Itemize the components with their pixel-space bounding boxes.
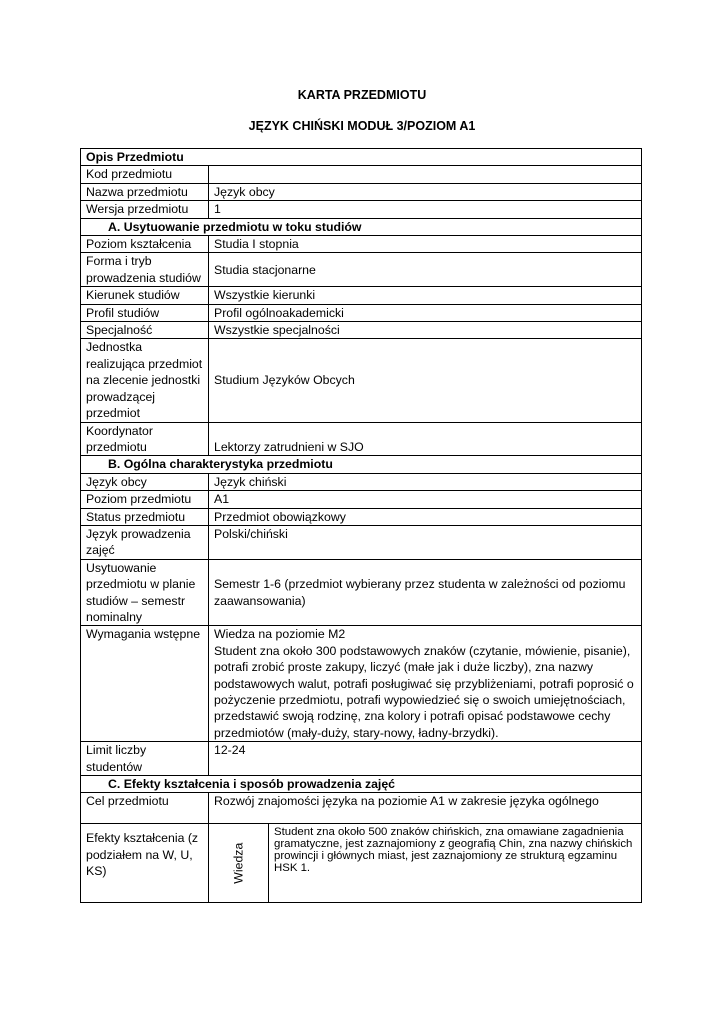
table-header: Opis Przedmiotu <box>81 149 642 166</box>
row-label-usytuowanie: Usytuowanie przedmiotu w planie studiów – semestr nominalny <box>81 559 209 626</box>
row-value-koordynator: Lektorzy zatrudnieni w SJO <box>209 422 642 456</box>
row-value-forma: Studia stacjonarne <box>209 253 642 287</box>
row-label-profil: Profil studiów <box>81 304 209 321</box>
row-label-limit: Limit liczby studentów <box>81 742 209 776</box>
row-label-nazwa: Nazwa przedmiotu <box>81 183 209 200</box>
row-label-kierunek: Kierunek studiów <box>81 287 209 304</box>
table-row <box>81 304 642 321</box>
row-value-jednostka: Studium Języków Obcych <box>209 339 642 422</box>
table-header-row <box>81 149 642 166</box>
row-label-koordynator: Koordynator przedmiotu <box>81 422 209 456</box>
row-value-usytuowanie: Semestr 1-6 (przedmiot wybierany przez studenta w zależności od poziomu zaawansowania) <box>209 559 642 626</box>
table-row <box>81 253 642 287</box>
table-row <box>81 473 642 490</box>
row-value-wiedza: Student zna około 500 znaków chińskich, zna omawiane zagadnienia gramatyczne, jest zaznajomiony z geografią Chin, zna nazwy chińskich prowincji i głównych miast, jest zaznajomiony ze strukturą egzaminu HSK 1. <box>269 824 642 903</box>
table-row <box>81 559 642 626</box>
table-row <box>81 525 642 559</box>
table-row <box>81 287 642 304</box>
section-b-heading: B. Ogólna charakterystyka przedmiotu <box>81 456 642 473</box>
row-label-status: Status przedmiotu <box>81 508 209 525</box>
wiedza-label-cell <box>209 824 269 903</box>
row-value-poziom-przedmiotu: A1 <box>209 491 642 508</box>
table-row <box>81 236 642 253</box>
row-label-forma: Forma i tryb prowadzenia studiów <box>81 253 209 287</box>
row-value-poziom: Studia I stopnia <box>209 236 642 253</box>
table-row <box>81 491 642 508</box>
wiedza-label: Wiedza <box>231 842 246 884</box>
row-value-limit: 12-24 <box>209 742 642 776</box>
row-label-poziom-przedmiotu: Poziom przedmiotu <box>81 491 209 508</box>
wymagania-description: Student zna około 300 podstawowych znaków (czytanie, mówienie, pisanie), potrafi zrobić proste zakupy, liczyć (małe jak i duże liczby), zna nazwy podstawowych walut, potrafi posługiwać się przybliżeniami, potrafi poprosić o pożyczenie przedmiotu, potrafi wypowiedzieć się o swoich umiejętnościach, przedstawić swoją rodzinę, zna kolory i potrafi opisać podstawowe cechy przedmiotów (mały-duży, stary-nowy, ładny-brzydki). <box>214 643 634 740</box>
row-value-kod <box>209 166 642 183</box>
table-row <box>81 166 642 183</box>
row-value-kierunek: Wszystkie kierunki <box>209 287 642 304</box>
row-label-poziom: Poziom kształcenia <box>81 236 209 253</box>
document-subtitle: JĘZYK CHIŃSKI MODUŁ 3/POZIOM A1 <box>248 119 476 133</box>
table-row <box>81 793 642 824</box>
row-value-jezyk: Język chiński <box>209 473 642 490</box>
row-value-wymagania <box>209 626 642 742</box>
wymagania-level: Wiedza na poziomie M2 <box>214 627 346 642</box>
row-value-jezyk-prowadzenia: Polski/chiński <box>209 525 642 559</box>
section-a-heading: A. Usytuowanie przedmiotu w toku studiów <box>81 218 642 235</box>
row-value-nazwa: Język obcy <box>209 183 642 200</box>
table-row <box>81 626 642 742</box>
row-label-efekty: Efekty kształcenia (z podziałem na W, U, KS) <box>81 824 209 903</box>
table-row <box>81 824 642 903</box>
section-c-heading: C. Efekty kształcenia i sposób prowadzenia zajęć <box>81 776 642 793</box>
row-label-wersja: Wersja przedmiotu <box>81 201 209 218</box>
row-label-kod: Kod przedmiotu <box>81 166 209 183</box>
row-label-jezyk: Język obcy <box>81 473 209 490</box>
table-row <box>81 742 642 776</box>
row-value-cel: Rozwój znajomości języka na poziomie A1 w zakresie języka ogólnego <box>209 793 642 824</box>
table-row <box>81 201 642 218</box>
table-row <box>81 322 642 339</box>
row-value-spec: Wszystkie specjalności <box>209 322 642 339</box>
table-row <box>81 422 642 456</box>
row-value-profil: Profil ogólnoakademicki <box>209 304 642 321</box>
row-label-wymagania: Wymagania wstępne <box>81 626 209 742</box>
row-label-spec: Specjalność <box>81 322 209 339</box>
document-title: KARTA PRZEDMIOTU <box>297 88 427 102</box>
row-label-jezyk-prowadzenia: Język prowadzenia zajęć <box>81 525 209 559</box>
section-heading-row <box>81 776 642 793</box>
table-row <box>81 183 642 200</box>
section-heading-row <box>81 456 642 473</box>
row-label-jednostka: Jednostka realizująca przedmiot na zlecenie jednostki prowadzącej przedmiot <box>81 339 209 422</box>
section-heading-row <box>81 218 642 235</box>
table-row <box>81 339 642 422</box>
course-card-table <box>80 148 642 903</box>
row-value-status: Przedmiot obowiązkowy <box>209 508 642 525</box>
row-value-wersja: 1 <box>209 201 642 218</box>
table-row <box>81 508 642 525</box>
row-label-cel: Cel przedmiotu <box>81 793 209 824</box>
